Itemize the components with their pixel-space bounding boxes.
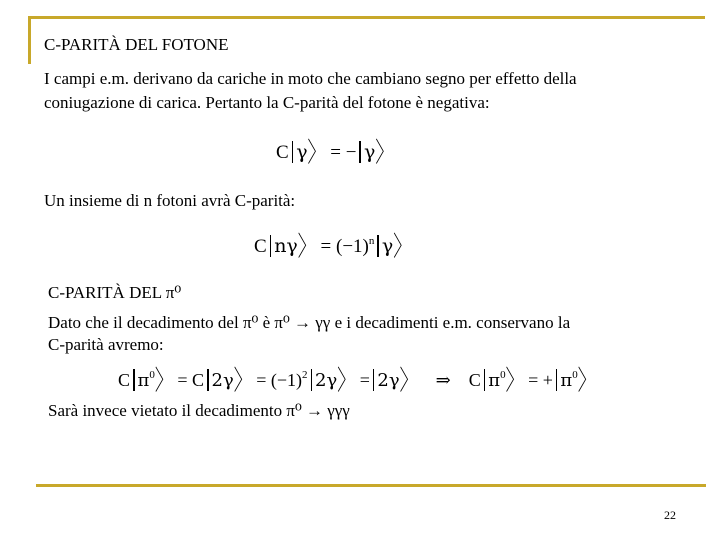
slide-title: C-PARITÀ DEL FOTONE [44, 35, 229, 54]
paragraph-3-line-2: C-parità avremo: [48, 335, 164, 354]
equation-pion-c-parity: C $\pi^0$〉 = C 2γ〉 = $(-1)^2$ 2γ〉 = 2γ〉 ⇒ C $\pi^0$〉 = + $\pi^0$〉 [118, 365, 596, 396]
paragraph-4: Sarà invece vietato il decadimento π⁰ → γγγ [48, 401, 350, 420]
paragraph-2: Un insieme di n fotoni avrà C-parità: [44, 191, 296, 210]
paragraph-1-line-2: coniugazione di carica. Pertanto la C-parità del fotone è negativa: [44, 93, 490, 112]
bottom-rule [36, 484, 706, 487]
paragraph-3-line-1: Dato che il decadimento del π⁰ è π⁰ → γγ e i decadimenti e.m. conservano la [48, 313, 571, 332]
page-number: 22 [664, 508, 676, 522]
paragraph-1-line-1: I campi e.m. derivano da cariche in moto che cambiano segno per effetto della [44, 69, 577, 88]
top-rule [28, 16, 705, 19]
section-subtitle: C-PARITÀ DEL π⁰ [48, 283, 182, 302]
left-rule [28, 16, 31, 64]
equation-n-photons-c-parity: C nγ〉 = $(-1)^n$ γ〉 [254, 231, 412, 262]
equation-photon-c-parity: C γ〉 = − γ〉 [276, 137, 394, 168]
